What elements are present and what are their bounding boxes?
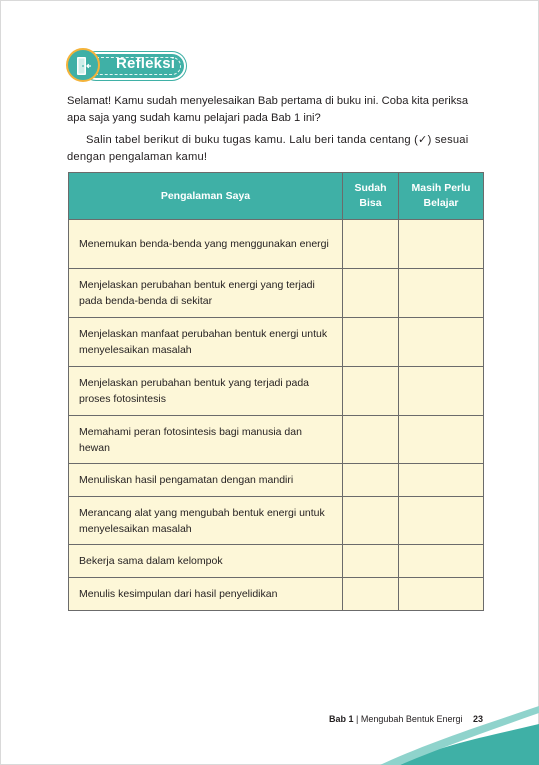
header-experience: Pengalaman Saya <box>69 173 343 220</box>
row-statement: Menulis kesimpulan dari hasil penyelidikan <box>69 578 343 611</box>
row-statement: Bekerja sama dalam kelompok <box>69 545 343 578</box>
row-statement: Menuliskan hasil pengamatan dengan mandiri <box>69 464 343 497</box>
intro-paragraph-2: Salin tabel berikut di buku tugas kamu. Lalu beri tanda centang (✓) sesuai dengan pengalaman kamu! <box>67 134 469 163</box>
footer-chapter-title: Mengubah Bentuk Energi <box>360 714 463 724</box>
page-number: 23 <box>472 714 483 724</box>
footer-separator: | <box>356 714 359 724</box>
row-statement: Menjelaskan perubahan bentuk yang terjadi pada proses fotosintesis <box>69 367 343 416</box>
row-statement: Menemukan benda-benda yang menggunakan energi <box>69 220 343 269</box>
footer-chapter: Bab 1 <box>329 714 354 724</box>
row-statement: Menjelaskan manfaat perubahan bentuk energi untuk menyelesaikan masalah <box>69 318 343 367</box>
row-statement: Merancang alat yang mengubah bentuk energi untuk menyelesaikan masalah <box>69 497 343 545</box>
row-statement: Menjelaskan perubahan bentuk energi yang terjadi pada benda-benda di sekitar <box>69 269 343 318</box>
section-title: Refleksi <box>116 55 176 72</box>
header-already-can: Sudah Bisa <box>343 173 399 220</box>
header-still-learning: Masih Perlu Belajar <box>399 173 484 220</box>
row-statement: Memahami peran fotosintesis bagi manusia dan hewan <box>69 416 343 464</box>
intro-paragraph-1: Selamat! Kamu sudah menyelesaikan Bab pertama di buku ini. Coba kita periksa apa saja yang sudah kamu pelajari pada Bab 1 ini? <box>67 95 469 124</box>
